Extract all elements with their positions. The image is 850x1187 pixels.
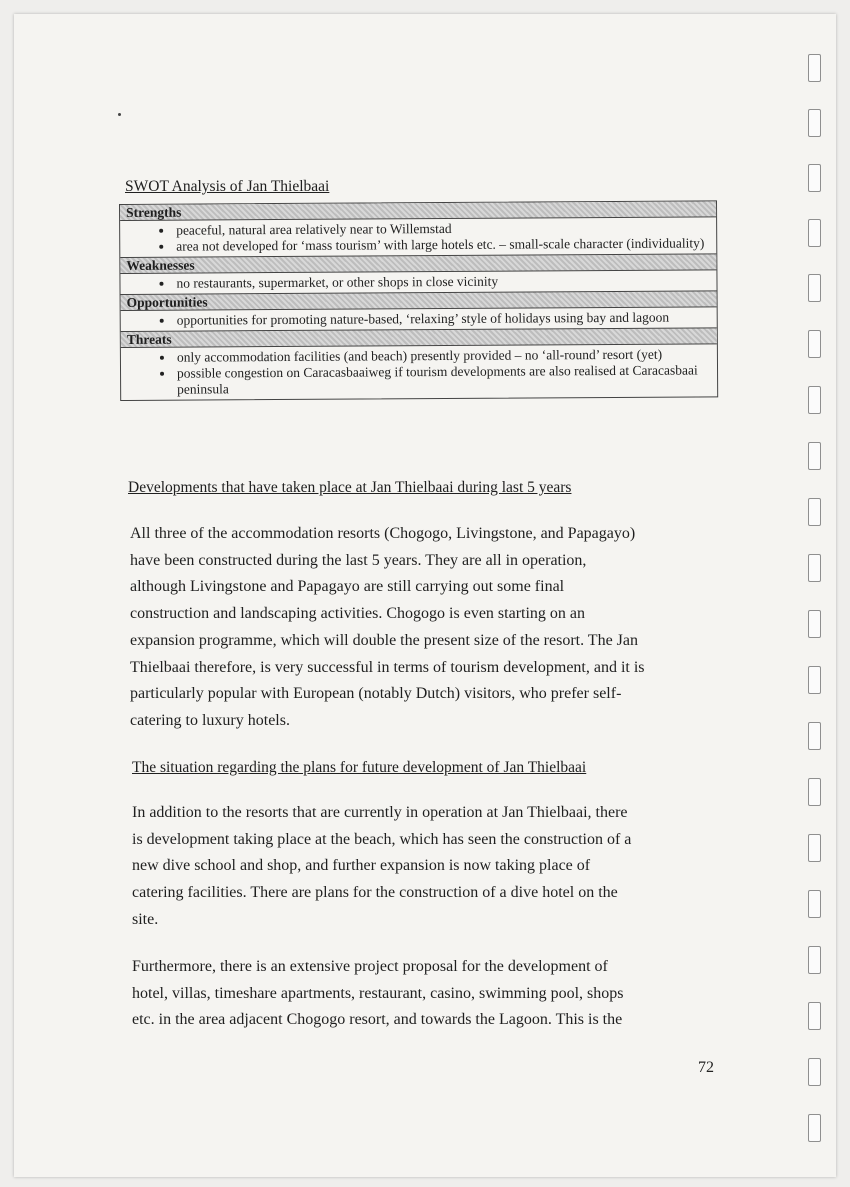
swot-weaknesses-heading: Weaknesses	[120, 253, 716, 274]
paragraph-line: Thielbaai therefore, is very successful in terms of tourism development, and it is	[130, 658, 645, 676]
swot-threats-list	[121, 344, 717, 400]
binding-hole-icon	[808, 219, 821, 247]
list-item: • area not developed for ‘mass tourism’ with large hotels etc. – small-scale character (individuality)	[174, 235, 706, 254]
paragraph-line: construction and landscaping activities. Chogogo is even starting on an	[130, 605, 586, 623]
paragraph-line: expansion programme, which will double the present size of the resort. The Jan	[130, 631, 639, 649]
future-heading: The situation regarding the plans for future development of Jan Thielbaai	[132, 759, 587, 776]
paragraph-line: hotel, villas, timeshare apartments, restaurant, casino, swimming pool, shops	[132, 984, 624, 1002]
binding-hole-icon	[808, 666, 821, 694]
binding-hole-icon	[808, 164, 821, 192]
list-item: • opportunities for promoting nature-based, ‘relaxing’ style of holidays using bay and lagoon	[175, 309, 707, 328]
binding-hole-icon	[808, 498, 821, 526]
binding-hole-icon	[808, 890, 821, 918]
paragraph-line: have been constructed during the last 5 years. They are all in operation,	[130, 551, 587, 569]
binding-hole-icon	[808, 1002, 821, 1030]
paragraph-line: etc. in the area adjacent Chogogo resort, and towards the Lagoon. This is the	[132, 1011, 623, 1029]
binding-hole-icon	[808, 946, 821, 974]
binding-hole-icon	[808, 442, 821, 470]
swot-strengths-list	[120, 217, 716, 257]
paragraph-line: site.	[132, 910, 159, 928]
stray-mark	[118, 113, 121, 116]
bleed-through-area	[154, 154, 714, 155]
list-item: • peaceful, natural area relatively near to Willemstad	[174, 219, 706, 238]
paragraph-line: new dive school and shop, and further expansion is now taking place of	[132, 857, 591, 875]
binding-hole-icon	[808, 1058, 821, 1086]
paragraph-line: is development taking place at the beach, which has seen the construction of a	[132, 830, 632, 848]
paragraph-line: particularly popular with European (notably Dutch) visitors, who prefer self-	[130, 685, 622, 703]
future-paragraph-1	[132, 800, 722, 934]
binding-hole-icon	[808, 834, 821, 862]
binding-hole-icon	[808, 1114, 821, 1142]
page-number: 72	[698, 1059, 714, 1076]
future-paragraph-2	[132, 954, 722, 1034]
swot-title: SWOT Analysis of Jan Thielbaai	[125, 178, 330, 195]
binding-hole-icon	[808, 386, 821, 414]
paragraph-line: catering facilities. There are plans for the construction of a dive hotel on the	[132, 884, 618, 902]
list-item: • no restaurants, supermarket, or other shops in close vicinity	[174, 272, 706, 291]
swot-opportunities-heading: Opportunities	[121, 290, 717, 311]
binding-hole-icon	[808, 330, 821, 358]
swot-strengths-heading: Strengths	[120, 201, 716, 221]
binding-hole-icon	[808, 109, 821, 137]
list-item: • only accommodation facilities (and beach) presently provided – no ‘all-round’ resort (yet)	[175, 346, 707, 365]
document-page	[14, 14, 836, 1177]
developments-heading: Developments that have taken place at Jan Thielbaai during last 5 years	[128, 479, 572, 496]
paragraph-line: Furthermore, there is an extensive project proposal for the development of	[132, 958, 608, 975]
binding-hole-icon	[808, 722, 821, 750]
paragraph-line: although Livingstone and Papagayo are still carrying out some final	[130, 578, 565, 596]
binding-hole-icon	[808, 610, 821, 638]
binding-hole-icon	[808, 274, 821, 302]
binding-hole-icon	[808, 54, 821, 82]
swot-table	[119, 200, 718, 401]
binding-hole-icon	[808, 554, 821, 582]
paragraph-line: In addition to the resorts that are currently in operation at Jan Thielbaai, there	[132, 804, 628, 821]
paragraph-line: catering to luxury hotels.	[130, 711, 290, 729]
list-item: • possible congestion on Caracasbaaiweg if tourism developments are also realised at Caracasbaai peninsula	[175, 362, 707, 397]
swot-threats-heading: Threats	[121, 327, 717, 348]
developments-paragraph	[130, 521, 720, 735]
paragraph-line: All three of the accommodation resorts (Chogogo, Livingstone, and Papagayo)	[130, 525, 636, 542]
binding-hole-icon	[808, 778, 821, 806]
